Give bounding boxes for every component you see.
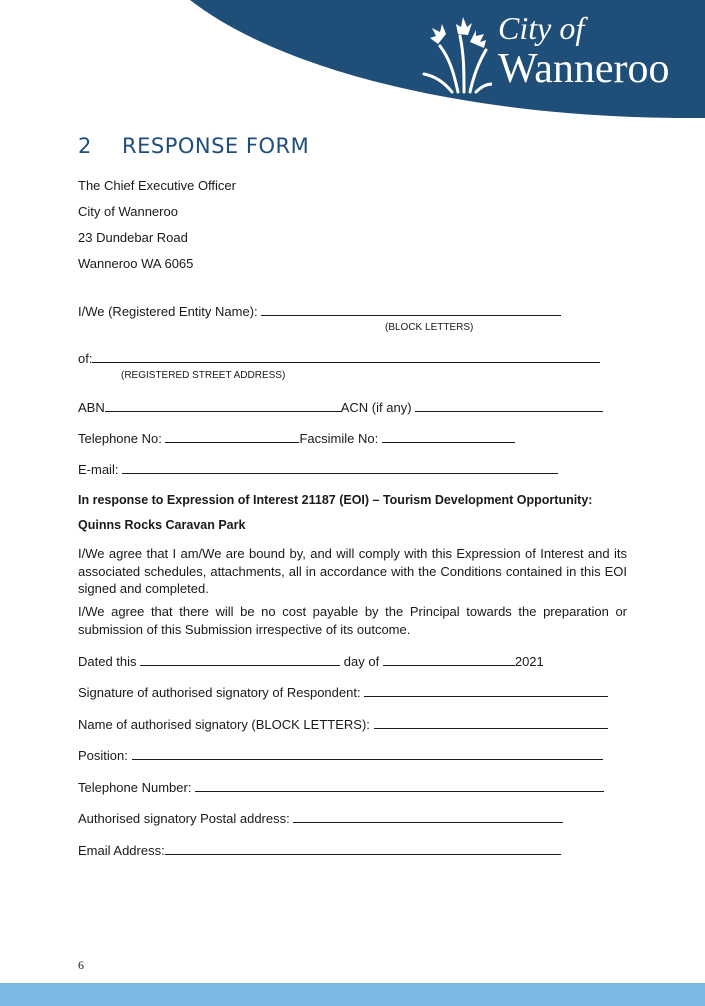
email-label: E-mail: — [78, 462, 119, 477]
eoi-reference: In response to Expression of Interest 21187 (EOI) – Tourism Development Opportunity: — [78, 493, 593, 507]
abn-acn-row — [78, 398, 603, 416]
street-address-label: of: — [78, 351, 93, 366]
email-address-label: Email Address: — [78, 843, 165, 858]
day-of-label: day of — [343, 654, 380, 669]
entity-name-field[interactable] — [261, 302, 561, 316]
email-field[interactable] — [122, 460, 558, 474]
position-row — [78, 746, 603, 764]
street-address-hint: (REGISTERED STREET ADDRESS) — [121, 370, 286, 381]
email-row — [78, 460, 558, 478]
address-line-4: Wanneroo WA 6065 — [78, 256, 194, 271]
postal-address-label: Authorised signatory Postal address: — [78, 811, 290, 826]
telephone-number-field[interactable] — [195, 778, 604, 792]
eoi-project-name: Quinns Rocks Caravan Park — [78, 518, 246, 532]
telephone-label: Telephone No: — [78, 431, 162, 446]
telephone-number-row — [78, 778, 604, 796]
address-line-1: The Chief Executive Officer — [78, 178, 236, 193]
dated-day-field[interactable] — [140, 652, 340, 666]
abn-field[interactable] — [105, 398, 341, 412]
signature-row — [78, 683, 608, 701]
facsimile-label: Facsimile No: — [299, 431, 379, 446]
email-address-row — [78, 841, 561, 859]
dated-month-field[interactable] — [383, 652, 515, 666]
dated-row — [78, 652, 544, 670]
street-address-row — [78, 349, 600, 367]
postal-address-field[interactable] — [293, 809, 563, 823]
footer-bar — [0, 983, 705, 1006]
facsimile-field[interactable] — [382, 429, 515, 443]
city-logo — [420, 10, 695, 95]
telephone-number-label: Telephone Number: — [78, 780, 192, 795]
signatory-name-label: Name of authorised signatory (BLOCK LETTERS): — [78, 717, 370, 732]
signatory-name-field[interactable] — [374, 715, 608, 729]
logo-text-city-of: City of — [498, 10, 585, 46]
signatory-name-row — [78, 715, 608, 733]
phone-fax-row — [78, 429, 515, 447]
position-field[interactable] — [132, 746, 603, 760]
kangaroo-paw-flower-icon — [420, 14, 492, 94]
telephone-field[interactable] — [165, 429, 299, 443]
dated-label: Dated this — [78, 654, 137, 669]
agreement-paragraph-1: I/We agree that I am/We are bound by, and will comply with this Expression of Interest and its associated schedules, attachments, all in accordance with the Conditions contained in this EOI signed and completed. — [78, 546, 627, 596]
page-number: 6 — [78, 958, 84, 972]
email-address-field[interactable] — [165, 841, 561, 855]
acn-field[interactable] — [415, 398, 603, 412]
entity-name-row — [78, 302, 561, 320]
postal-address-row — [78, 809, 563, 827]
acn-label: ACN (if any) — [340, 400, 412, 415]
year-text: 2021 — [514, 654, 544, 669]
section-heading — [78, 134, 309, 158]
logo-text-wanneroo: Wanneroo — [498, 46, 670, 92]
address-line-2: City of Wanneroo — [78, 204, 178, 219]
street-address-field[interactable] — [92, 349, 600, 363]
block-letters-hint: (BLOCK LETTERS) — [385, 322, 474, 333]
position-label: Position: — [78, 748, 128, 763]
address-line-3: 23 Dundebar Road — [78, 230, 188, 245]
section-number: 2 — [78, 134, 92, 158]
entity-name-label: I/We (Registered Entity Name): — [78, 304, 258, 319]
agreement-paragraph-2: I/We agree that there will be no cost payable by the Principal towards the preparation or submission of this Submission irrespective of its outcome. — [78, 604, 627, 637]
signature-label: Signature of authorised signatory of Respondent: — [78, 685, 361, 700]
abn-label: ABN — [78, 400, 105, 415]
signature-field[interactable] — [364, 683, 608, 697]
section-title: RESPONSE FORM — [122, 134, 310, 158]
